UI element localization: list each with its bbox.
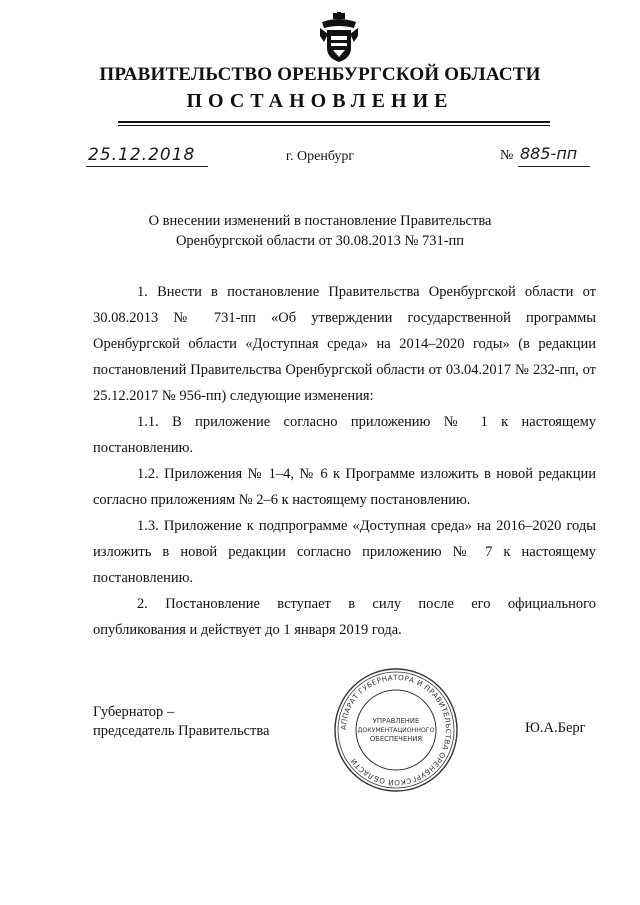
paragraph-1: 1. Внести в постановление Правительства Оренбургской области от 30.08.2013 № 731-пп «Об утверждении государственной программы Оренбургской области «Доступная среда» на 2014–2020 годы» (в редакции постановлений Правительства Оренбургской области от 03.04.2017 № 232-пп, от 25.12.2017 № 956-пп) следующие изменения:	[93, 284, 596, 404]
document-number: 885-пп	[520, 144, 578, 163]
paragraph-2: 2. Постановление вступает в силу после его официального опубликования и действует до 1 января 2019 года.	[93, 596, 596, 638]
paragraph-1-3: 1.3. Приложение к подпрограмме «Доступная среда» на 2016–2020 годы изложить в новой редакции согласно приложению № 7 к настоящему постановлению.	[93, 518, 596, 586]
document-type: ПОСТАНОВЛЕНИЕ	[186, 90, 454, 112]
header-divider-thin	[118, 125, 550, 126]
seal-center-line-2: ДОКУМЕНТАЦИОННОГО	[357, 727, 435, 734]
number-sign: №	[500, 148, 514, 163]
date-underline	[86, 166, 208, 167]
title-line-2: Оренбургской области от 30.08.2013 № 731-пп	[175, 233, 465, 249]
document-body	[93, 279, 596, 643]
number-underline	[518, 166, 590, 167]
position-line-2: председатель Правительства	[93, 723, 270, 739]
document-title	[0, 211, 640, 251]
government-name: ПРАВИТЕЛЬСТВО ОРЕНБУРГСКОЙ ОБЛАСТИ	[99, 64, 541, 85]
signatory-name: Ю.А.Берг	[525, 720, 586, 736]
document-date: 25.12.2018	[88, 145, 196, 165]
seal-center-line-1: УПРАВЛЕНИЕ	[372, 717, 420, 725]
coat-of-arms-icon	[318, 12, 360, 64]
official-seal	[332, 666, 460, 794]
paragraph-1-2: 1.2. Приложения № 1–4, № 6 к Программе изложить в новой редакции согласно приложениям № 2–6 к настоящему постановлению.	[93, 466, 596, 508]
seal-center-line-3: ОБЕСПЕЧЕНИЯ	[369, 735, 423, 743]
seal-ring-textpath: АППАРАТ ГУБЕРНАТОРА И ПРАВИТЕЛЬСТВА ОРЕНБУРГСКОЙ ОБЛАСТИ	[338, 672, 454, 788]
header-divider	[118, 121, 550, 123]
title-line-1: О внесении изменений в постановление Правительства	[148, 213, 492, 229]
document-city: г. Оренбург	[285, 149, 355, 164]
paragraph-1-1: 1.1. В приложение согласно приложению № 1 к настоящему постановлению.	[93, 414, 596, 456]
position-line-1: Губернатор –	[93, 704, 175, 720]
signatory-position	[93, 703, 269, 741]
